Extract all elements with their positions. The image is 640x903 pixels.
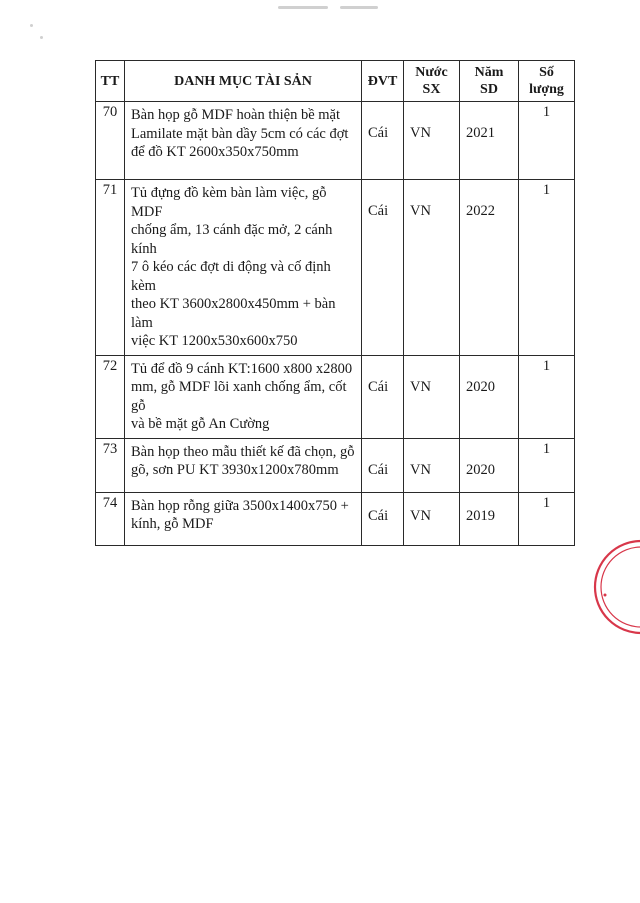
description-line: 7 ô kéo các đợt di động và cố định kèm [131,259,331,294]
description-line: để đồ KT 2600x350x750mm [131,144,299,160]
row-number: 71 [96,180,125,356]
year-cell: 2022 [460,180,519,356]
description-line: Bàn họp rỗng giữa 3500x1400x750 + [131,497,349,514]
description-line: việc KT 1200x530x600x750 [131,333,298,349]
header-tt: TT [96,61,125,102]
year-cell: 2020 [460,355,519,438]
quantity-cell: 1 [519,355,575,438]
header-country-line2: SX [422,82,441,97]
quantity-cell: 1 [519,102,575,180]
scan-mark [340,6,378,9]
description-line: Bàn họp gỗ MDF hoàn thiện bề mặt [131,107,341,123]
description-line: và bề mặt gỗ An Cường [131,416,270,432]
description-line: Tủ đựng đồ kèm bàn làm việc, gỗ MDF [131,185,327,220]
asset-description [125,438,362,492]
country-cell: VN [404,438,460,492]
description-line: gõ, sơn PU KT 3930x1200x780mm [131,462,339,478]
unit-cell: Cái [362,438,404,492]
header-quantity [519,61,575,102]
header-year-line1: Năm [474,65,504,80]
country-cell: VN [404,355,460,438]
seal-inner-ring [601,547,640,627]
description-line: mm, gỗ MDF lõi xanh chống ẩm, cốt gỗ [131,379,347,414]
red-seal-stamp [575,535,640,635]
asset-table [95,60,575,546]
header-qty-line1: Số [539,65,554,80]
quantity-cell: 1 [519,438,575,492]
asset-description [125,102,362,180]
asset-description [125,180,362,356]
description-line: chống ẩm, 13 cánh đặc mở, 2 cánh kính [131,222,333,257]
unit-cell: Cái [362,492,404,545]
unit-cell: Cái [362,102,404,180]
unit-cell: Cái [362,180,404,356]
description-line: theo KT 3600x2800x450mm + bàn làm [131,296,336,331]
table-row [96,492,575,545]
header-asset-name: DANH MỤC TÀI SẢN [125,61,362,102]
table-row [96,438,575,492]
scan-mark [278,6,328,9]
header-country [404,61,460,102]
asset-description [125,492,362,545]
description-line: Lamilate mặt bàn dầy 5cm có các đợt [131,125,349,142]
row-number: 70 [96,102,125,180]
table-header-row [96,61,575,102]
country-cell: VN [404,180,460,356]
header-year [460,61,519,102]
row-number: 72 [96,355,125,438]
header-country-line1: Nước [415,65,448,80]
row-number: 74 [96,492,125,545]
year-cell: 2021 [460,102,519,180]
quantity-cell: 1 [519,180,575,356]
year-cell: 2019 [460,492,519,545]
table-row [96,355,575,438]
country-cell: VN [404,102,460,180]
header-unit: ĐVT [362,61,404,102]
country-cell: VN [404,492,460,545]
description-line: kính, gỗ MDF [131,516,214,532]
header-qty-line2: lượng [529,82,564,97]
row-number: 73 [96,438,125,492]
seal-dot [604,594,607,597]
unit-cell: Cái [362,355,404,438]
table-row [96,102,575,180]
description-line: Tủ để đồ 9 cánh KT:1600 x800 x2800 [131,360,353,377]
table-row [96,180,575,356]
quantity-cell: 1 [519,492,575,545]
asset-description [125,355,362,438]
scan-mark [30,24,33,27]
header-year-line2: SD [480,82,498,97]
description-line: Bàn họp theo mẫu thiết kế đã chọn, gỗ [131,443,355,460]
year-cell: 2020 [460,438,519,492]
scan-mark [40,36,43,39]
